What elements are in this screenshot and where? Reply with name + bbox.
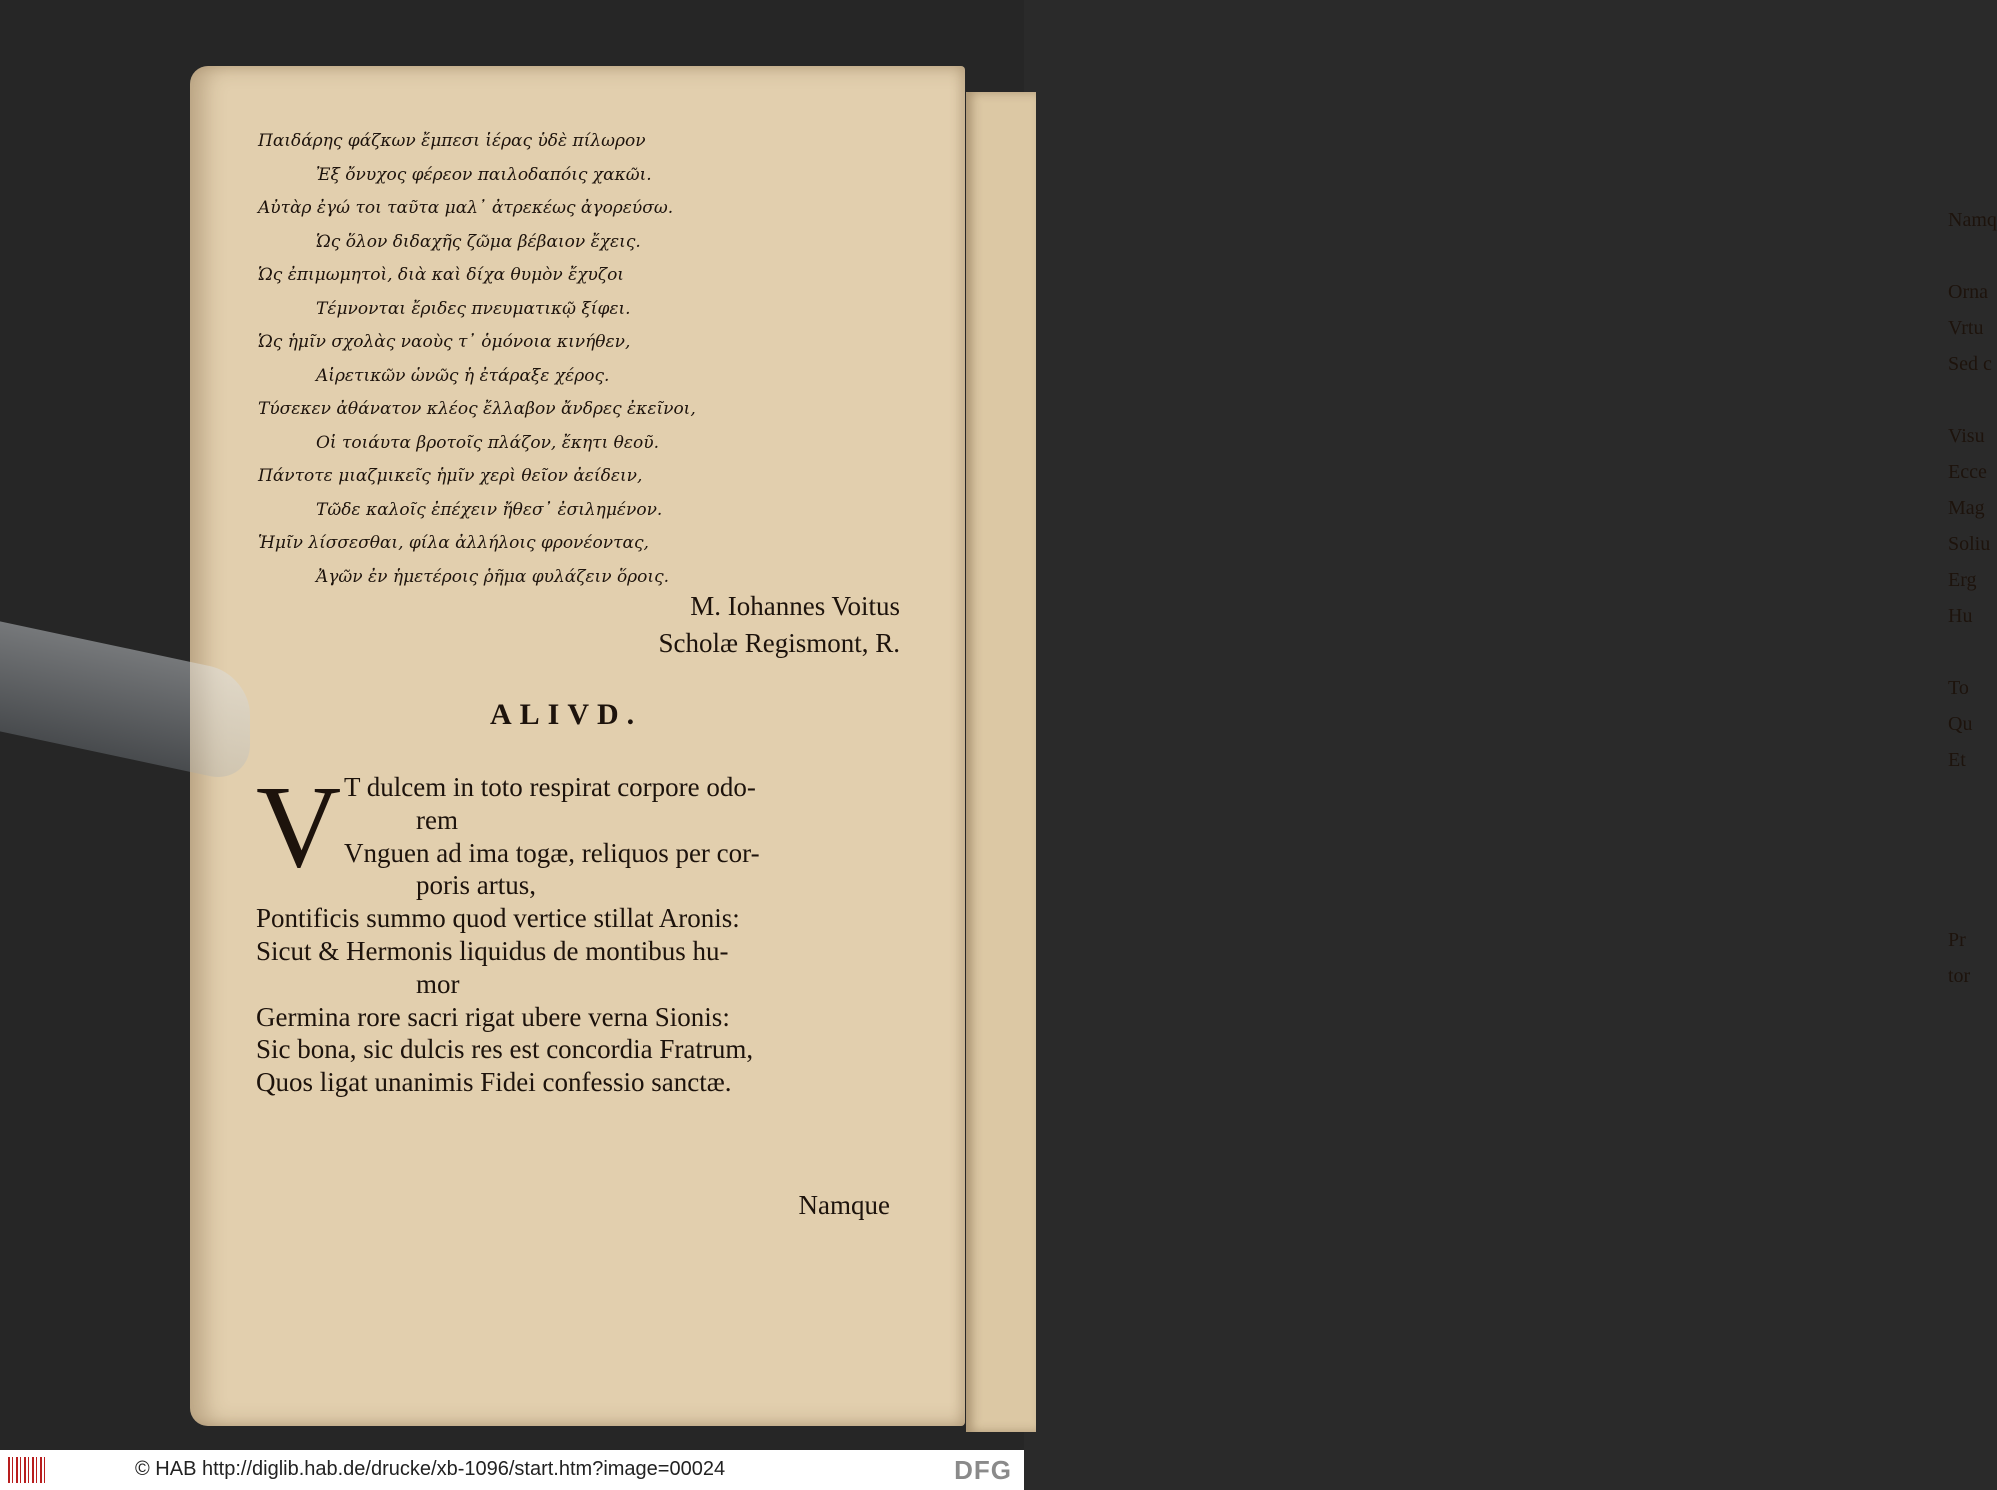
greek-line: Οἱ τοιάυτα βροτοῖς πλάζον, ἔκητι θεοῦ. — [316, 432, 659, 453]
catchword: Namque — [798, 1190, 890, 1220]
latin-line: Pontificis summo quod vertice stillat Aronis: — [256, 903, 740, 934]
facing-page-fragment: Erg — [1948, 569, 1977, 591]
dfg-logo: DFG — [954, 1455, 1012, 1485]
signature-name: M. Iohannes Voitus — [690, 591, 900, 621]
facing-page — [966, 92, 1997, 1432]
greek-line: Πάντοτε μιαζμικεῖς ἡμῖν χερὶ θεῖον ἀείδειν, — [258, 466, 643, 486]
facing-page-fragment: Visu — [1948, 425, 1985, 447]
greek-line: Παιδάρης φάζκων ἔμπεσι ἱέρας ὑδὲ πίλωρον — [258, 131, 646, 151]
facing-page-fragment: Soliu — [1948, 533, 1991, 555]
greek-line: Ἡμῖν λίσσεσθαι, φίλα ἀλλήλοις φρονέοντας, — [258, 533, 649, 553]
greek-line: Αἱρετικῶν ὡνῶς ἡ ἐτάραξε χέρος. — [316, 365, 610, 386]
facing-page-fragment: Mag — [1948, 497, 1985, 519]
greek-line: Τύσεκεν ἀθάνατον κλέος ἔλλαβον ἄνδρες ἐκεῖνοι, — [258, 399, 696, 419]
greek-line: Τῶδε καλοῖς ἐπέχειν ἤθεσ᾽ ἐσιλημένον. — [316, 499, 663, 520]
greek-line: Ὡς ὅλον διδαχῆς ζῶμα βέβαιον ἔχεις. — [316, 231, 641, 252]
hab-barcode-icon — [8, 1457, 48, 1483]
facing-page-fragment: tor — [1948, 965, 1971, 987]
facing-page-fragment: Pr — [1948, 929, 1966, 951]
facing-page-fragment: To — [1948, 677, 1969, 699]
facing-page-text — [1948, 202, 1997, 994]
latin-line: mor — [416, 968, 460, 999]
facing-page-fragment: Sed c — [1948, 353, 1992, 375]
greek-line: Ὡς ἐπιμωμητοὶ, διὰ καὶ δίχα θυμὸν ἔχυζοι — [258, 265, 624, 285]
latin-line: Quos ligat unanimis Fidei confessio sanctæ. — [256, 1067, 732, 1098]
facing-page-fragment: Ecce — [1948, 461, 1987, 483]
footer-bar — [0, 1450, 1024, 1490]
facing-page-fragment: Vrtu — [1948, 317, 1984, 339]
facing-page-fragment — [1948, 886, 1993, 922]
facing-page-fragment — [1948, 238, 1993, 274]
facing-page-fragment: Qu — [1948, 713, 1973, 735]
latin-line: poris artus, — [416, 870, 536, 901]
signature-title: Scholæ Regismont, R. — [658, 628, 900, 658]
latin-line: Germina rore sacri rigat ubere verna Sionis: — [256, 1001, 730, 1032]
facing-page-fragment — [1948, 634, 1993, 670]
latin-line: rem — [416, 804, 458, 835]
latin-poem — [256, 771, 896, 1099]
facing-page-fragment — [1948, 778, 1993, 814]
facing-page-fragment: Hu — [1948, 605, 1973, 627]
footer-credit[interactable]: © HAB http://diglib.hab.de/drucke/xb-1096/start.htm?image=00024 — [135, 1458, 726, 1480]
latin-line: Vnguen ad ima togæ, reliquos per cor- — [344, 837, 760, 868]
facing-page-fragment — [1948, 850, 1993, 886]
greek-line: Ἀγῶν ἐν ἡμετέροις ῥῆμα φυλάζειν ὅροις. — [316, 566, 669, 587]
latin-line: Sic bona, sic dulcis res est concordia Fratrum, — [256, 1034, 754, 1065]
greek-line: Τέμνονται ἔριδες πνευματικῷ ξίφει. — [316, 298, 631, 319]
facing-page-fragment: Orna — [1948, 281, 1988, 303]
greek-line: Ὡς ἡμῖν σχολὰς ναοὺς τ᾽ ὁμόνοια κινήθεν, — [258, 332, 631, 352]
facing-page-fragment — [1948, 814, 1993, 850]
latin-line: Sicut & Hermonis liquidus de montibus hu- — [256, 935, 729, 966]
facing-page-fragment: Namq — [1948, 209, 1997, 231]
drop-cap: V — [256, 761, 342, 892]
facing-page-fragment — [1948, 382, 1993, 418]
facing-page-fragment: Et — [1948, 749, 1966, 771]
greek-poem — [258, 125, 778, 594]
section-heading: ALIVD. — [490, 698, 643, 731]
latin-line: T dulcem in toto respirat corpore odo- — [344, 772, 756, 802]
greek-line: Αὐτὰρ ἐγώ τοι ταῦτα μαλ᾽ ἀτρεκέως ἀγορεύσω. — [258, 198, 674, 218]
greek-line: Ἐξ ὄνυχος φέρεον παιλοδαπόις χακῶι. — [316, 164, 652, 185]
signature — [500, 588, 900, 662]
